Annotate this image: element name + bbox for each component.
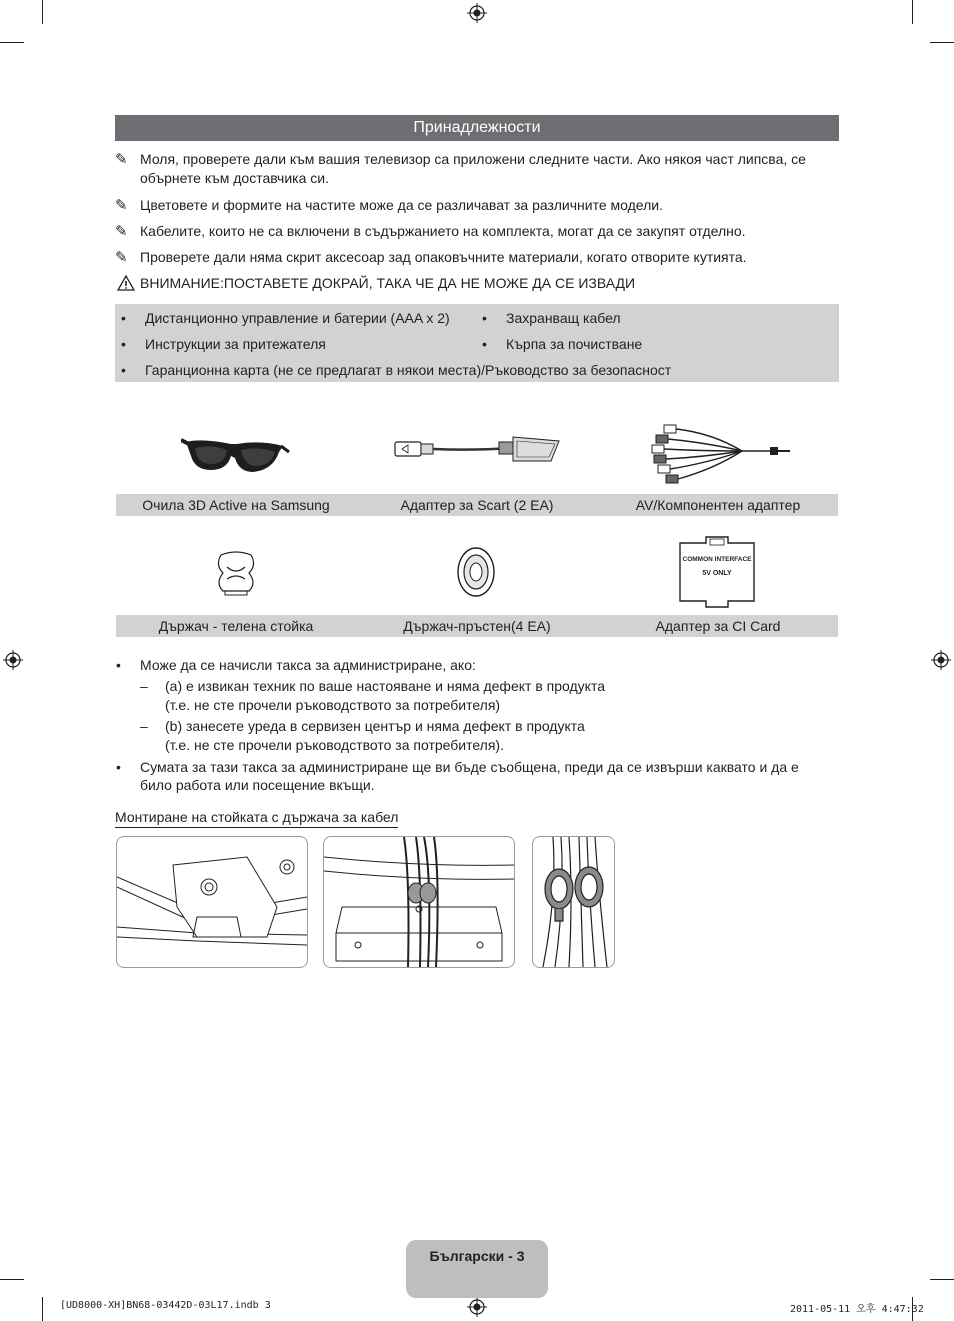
caption-row — [116, 615, 838, 637]
fee-bullet: • — [116, 657, 121, 673]
stand-mount-step-2-icon — [324, 837, 514, 967]
fee-b-line2: (т.е. не сте прочели ръководството за потребителя). — [165, 737, 504, 753]
registration-mark-icon — [467, 1297, 487, 1317]
ci-card-label-1: COMMON INTERFACE — [682, 556, 752, 563]
caption-scart-adapter: Адаптер за Scart (2 EA) — [400, 497, 554, 513]
crop-mark — [42, 1297, 43, 1321]
crop-mark — [0, 1279, 24, 1280]
stand-mount-step-1-icon — [117, 837, 307, 967]
crop-mark — [0, 42, 24, 43]
wire-holder-icon — [211, 547, 261, 597]
caption-av-adapter: AV/Компонентен адаптер — [635, 497, 801, 513]
ci-card-adapter-image — [597, 530, 837, 614]
note-pencil-icon: ✎ — [115, 249, 128, 266]
warning-line: ВНИМАНИЕ:ПОСТАВЕТЕ ДОКРАЙ, ТАКА ЧЕ ДА НЕ МОЖЕ ДА СЕ ИЗВАДИ — [115, 273, 845, 293]
caption-ci-card: Адаптер за CI Card — [655, 618, 781, 634]
mounting-heading: Монтиране на стойката с държача за кабел — [115, 808, 398, 828]
note-pencil-icon: ✎ — [115, 197, 128, 214]
fee-dash: – — [140, 718, 148, 734]
av-component-adapter-icon — [642, 417, 792, 487]
fee-intro: Може да се начисли такса за администриране, ако: — [140, 657, 476, 673]
caption-wire-holder: Държач - телена стойка — [158, 618, 314, 634]
3d-glasses-icon — [181, 422, 291, 482]
caption-ring-holder: Държач-пръстен(4 EA) — [403, 618, 551, 634]
note-pencil-icon: ✎ — [115, 223, 128, 240]
mounting-illustration-1 — [116, 836, 308, 968]
note-item: ✎ Кабелите, които не са включени в съдържанието на комплекта, могат да се закупят отделно. — [115, 223, 746, 240]
crop-mark — [930, 1279, 954, 1280]
registration-mark-icon — [3, 650, 23, 670]
scart-adapter-icon — [391, 427, 561, 477]
ci-card-label-2: 5V ONLY — [702, 570, 732, 577]
ring-holder-image — [356, 530, 596, 614]
fee-amount-line2: било работа или посещение вкъщи. — [140, 777, 375, 793]
list-item: • Захранващ кабел — [482, 310, 621, 326]
note-item: ✎ Цветовете и формите на частите може да се различават за различните модели. — [115, 197, 663, 214]
list-item: • Гаранционна карта (не се предлагат в някои места)/Ръководство за безопасност — [121, 362, 672, 378]
mounting-illustration-3 — [532, 836, 615, 968]
accessories-list — [115, 304, 839, 382]
fee-a-line2: (т.е. не сте прочели ръководството за потребителя) — [165, 697, 501, 713]
fee-bullet: • — [116, 759, 121, 775]
note-pencil-icon: ✎ — [115, 151, 128, 168]
list-item: • Дистанционно управление и батерии (AAA x 2) — [121, 310, 450, 326]
list-item: • Кърпа за почистване — [482, 336, 643, 352]
av-component-adapter-image — [597, 410, 837, 494]
fee-b-line1: (b) занесете уреда в сервизен център и няма дефект в продукта — [165, 718, 585, 734]
fee-dash: – — [140, 678, 148, 694]
fee-amount-line1: Сумата за тази такса за администриране ще ви бъде съобщена, преди да се извърши каквато и да е — [140, 759, 799, 775]
crop-mark — [42, 0, 43, 24]
registration-mark-icon — [467, 3, 487, 23]
warning-triangle-icon — [117, 275, 135, 291]
list-item: • Инструкции за притежателя — [121, 336, 326, 352]
note-item: ✎ Моля, проверете дали към вашия телевизор са приложени следните части. Ако някоя част липсва, се обърнете към доставчика си. — [115, 151, 806, 186]
fee-a-line1: (a) е извикан техник по ваше настояване и няма дефект в продукта — [165, 678, 605, 694]
ring-holder-detail-icon — [533, 837, 614, 967]
footer-timestamp: 2011-05-11 오후 4:47:32 — [790, 1304, 924, 1315]
footer-file-info: [UD8000-XH]BN68-03442D-03L17.indb 3 — [60, 1300, 271, 1311]
ci-card-adapter-icon — [672, 535, 762, 609]
glasses-image — [116, 410, 356, 494]
note-item: ✎ Проверете дали няма скрит аксесоар зад опаковъчните материали, когато отворите кутията. — [115, 249, 747, 266]
ring-holder-icon — [451, 544, 501, 600]
mounting-illustration-2 — [323, 836, 515, 968]
scart-adapter-image — [356, 410, 596, 494]
section-title: Принадлежности — [115, 115, 839, 141]
crop-mark — [912, 0, 913, 24]
crop-mark — [930, 42, 954, 43]
page-number-label: Български - 3 — [429, 1248, 525, 1264]
wire-holder-image — [116, 530, 356, 614]
caption-row — [116, 494, 838, 516]
caption-glasses: Очила 3D Active на Samsung — [142, 497, 330, 513]
registration-mark-icon — [931, 650, 951, 670]
